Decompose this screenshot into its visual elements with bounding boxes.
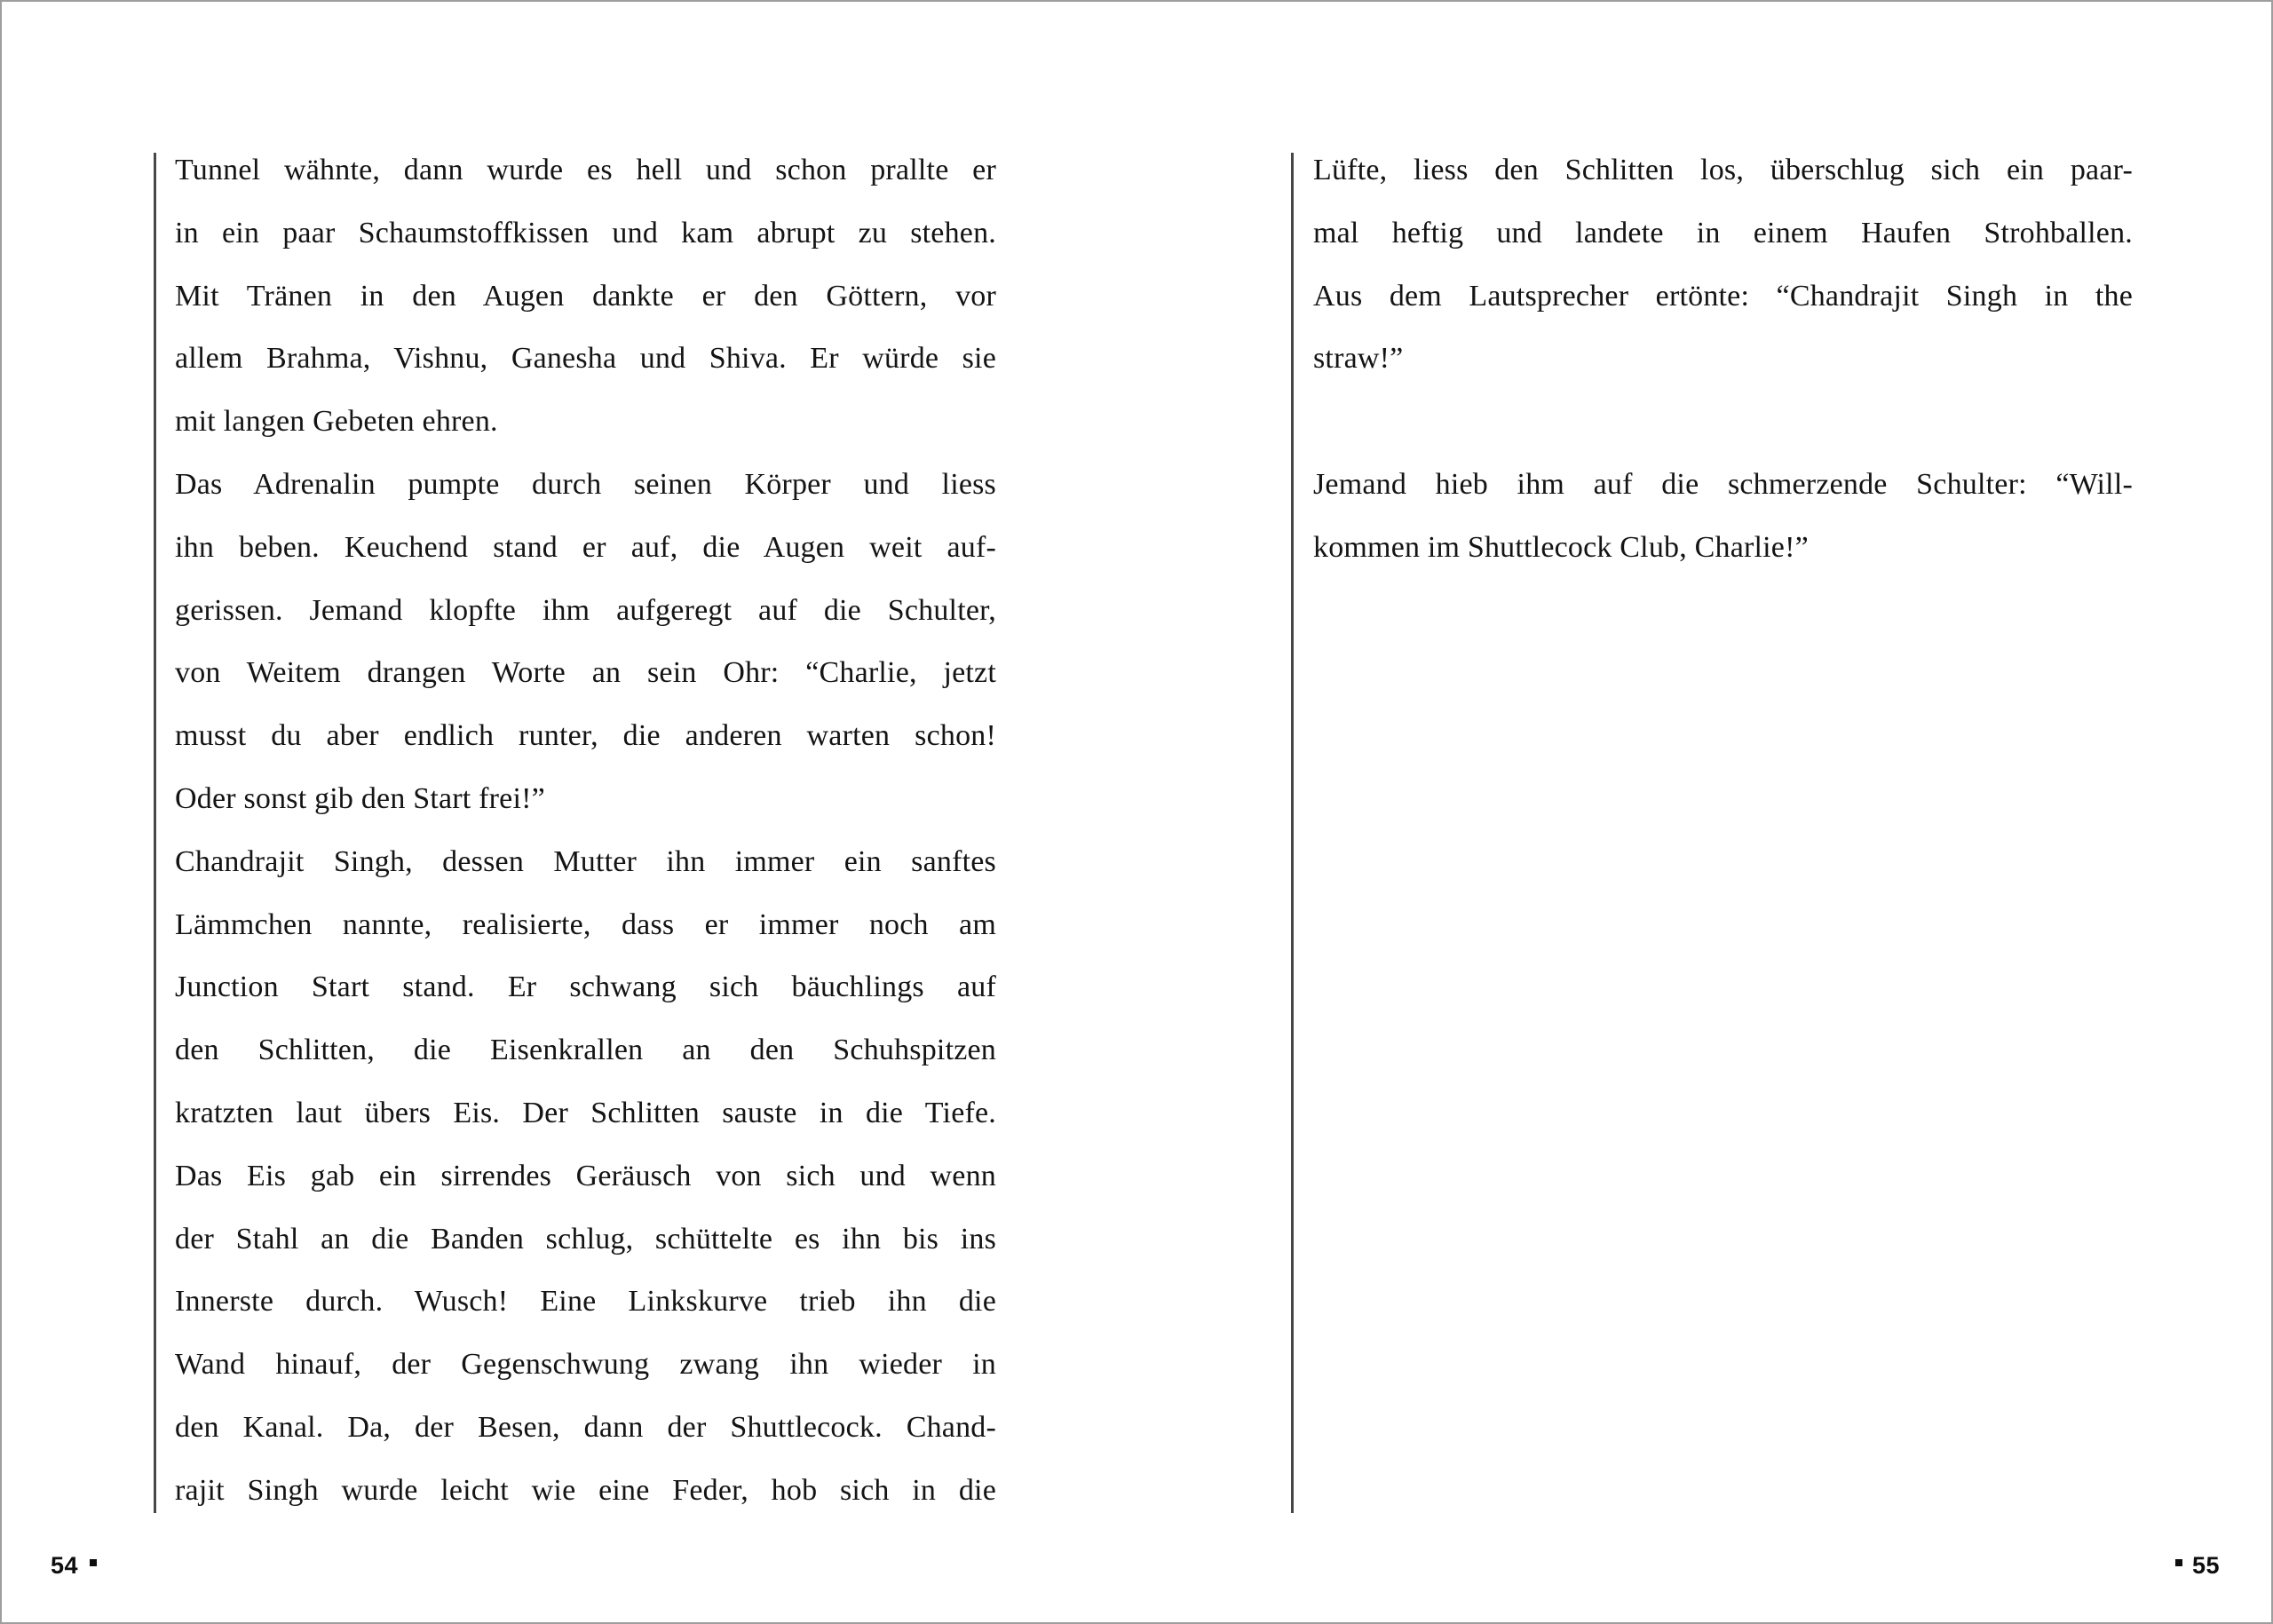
left-page-number: 54 xyxy=(51,1552,79,1579)
text-line: Wand hinauf, der Gegenschwung zwang ihn wieder in xyxy=(175,1348,996,1382)
text-line: Innerste durch. Wusch! Eine Linkskurve trieb ihn die xyxy=(175,1285,996,1319)
left-page-margin-rule xyxy=(154,153,156,1513)
left-page-text-column xyxy=(175,139,996,1523)
folio-dot-icon xyxy=(90,1559,97,1566)
paragraph-spacer xyxy=(1313,391,2133,454)
text-line: Junction Start stand. Er schwang sich bäuchlings auf xyxy=(175,970,996,1004)
text-line: Mit Tränen in den Augen dankte er den Göttern, vor xyxy=(175,279,996,313)
text-line: kommen im Shuttlecock Club, Charlie!” xyxy=(1313,530,1809,564)
text-line: mal heftig und landete in einem Haufen Strohballen. xyxy=(1313,216,2133,250)
text-line: gerissen. Jemand klopfte ihm aufgeregt auf die Schulter, xyxy=(175,593,996,627)
text-line: Oder sonst gib den Start frei!” xyxy=(175,781,545,815)
text-line: den Kanal. Da, der Besen, dann der Shuttlecock. Chand- xyxy=(175,1410,996,1444)
right-page-number: 55 xyxy=(2191,1552,2220,1579)
right-page-margin-rule xyxy=(1291,153,1294,1513)
text-line: allem Brahma, Vishnu, Ganesha und Shiva. Er würde sie xyxy=(175,342,996,376)
text-line: in ein paar Schaumstoffkissen und kam abrupt zu stehen. xyxy=(175,216,996,250)
text-line: ihn beben. Keuchend stand er auf, die Augen weit auf- xyxy=(175,530,996,564)
text-line: Aus dem Lautsprecher ertönte: “Chandrajit Singh in the xyxy=(1313,279,2133,313)
text-line: den Schlitten, die Eisenkrallen an den Schuhspitzen xyxy=(175,1034,996,1067)
text-line: Tunnel wähnte, dann wurde es hell und schon prallte er xyxy=(175,154,996,186)
right-page-folio xyxy=(2175,1552,2220,1580)
text-line: der Stahl an die Banden schlug, schüttelte es ihn bis ins xyxy=(175,1222,996,1256)
text-line: Das Adrenalin pumpte durch seinen Körper und liess xyxy=(175,467,996,501)
text-line: kratzten laut übers Eis. Der Schlitten sauste in die Tiefe. xyxy=(175,1096,996,1129)
text-line: Lüfte, liess den Schlitten los, überschlug sich ein paar- xyxy=(1313,154,2133,186)
text-line: straw!” xyxy=(1313,342,1404,376)
right-page-text-column xyxy=(1313,139,2133,580)
text-line: von Weitem drangen Worte an sein Ohr: “Charlie, jetzt xyxy=(175,656,996,690)
text-line: Jemand hieb ihm auf die schmerzende Schulter: “Will- xyxy=(1313,467,2133,501)
folio-dot-icon xyxy=(2175,1559,2182,1566)
text-line: rajit Singh wurde leicht wie eine Feder, hob sich in die xyxy=(175,1473,996,1507)
left-page-folio xyxy=(51,1552,97,1580)
text-line: Das Eis gab ein sirrendes Geräusch von sich und wenn xyxy=(175,1159,996,1192)
text-line: Lämmchen nannte, realisierte, dass er immer noch am xyxy=(175,907,996,941)
text-line: Chandrajit Singh, dessen Mutter ihn immer ein sanftes xyxy=(175,844,996,878)
text-line: mit langen Gebeten ehren. xyxy=(175,405,498,439)
text-line: musst du aber endlich runter, die anderen warten schon! xyxy=(175,719,996,753)
